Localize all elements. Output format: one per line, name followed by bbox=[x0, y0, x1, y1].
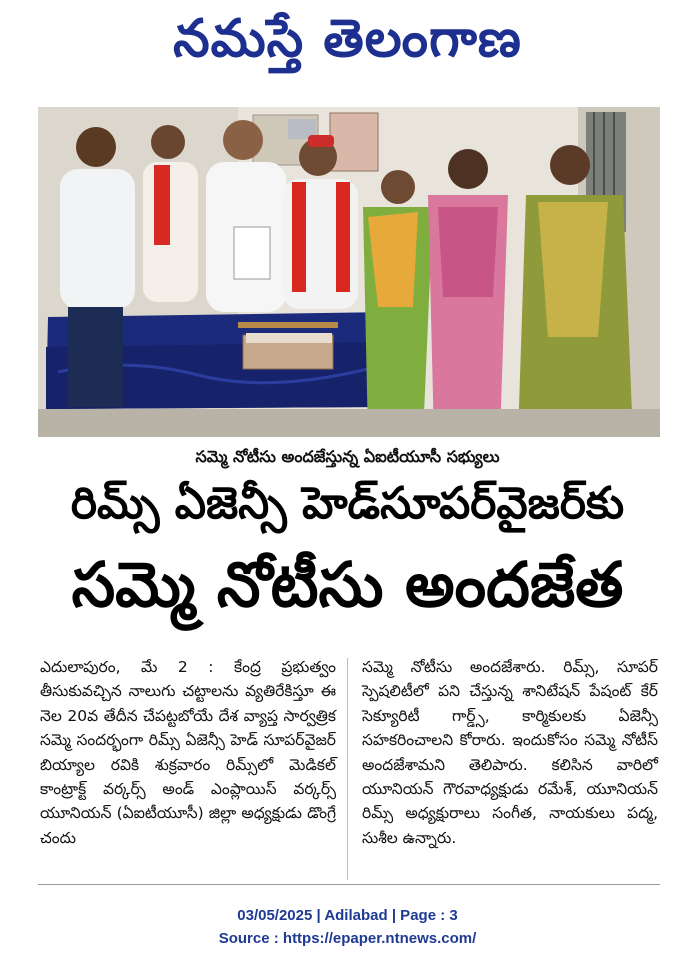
headline-line-1: రిమ్స్ ఏజెన్సీ హెడ్‌సూపర్‌వైజర్‌కు bbox=[70, 478, 625, 529]
footer-divider bbox=[38, 884, 660, 885]
group-photo-illustration bbox=[38, 107, 660, 437]
newspaper-masthead: నమస్తే తెలంగాణ bbox=[173, 8, 522, 69]
edition-info: 03/05/2025 | Adilabad | Page : 3 bbox=[237, 907, 458, 924]
news-photo bbox=[38, 107, 660, 437]
source-link[interactable]: Source : https://epaper.ntnews.com/ bbox=[218, 930, 477, 947]
headline-line-2: సమ్మె నోటీసు అందజేత bbox=[71, 548, 624, 621]
article-body-column-2: సమ్మె నోటీసు అందజేశారు. రిమ్స్, సూపర్ స్పెషలిటీలో పని చేస్తున్న శానిటేషన్ పేషంట్ కేర్ సెక్యూరిటీ గార్డ్స్, కార్మికులకు ఏజెన్సీ సహకరించాలని కోరారు. ఇందుకోసం సమ్మె నోటీస్ అందజేశామని తెలిపారు. కలిసిన వారిలో యూనియన్ గౌరవాధ్యక్షుడు రమేశ్, యూనియన్ రిమ్స్ అధ్యక్షురాలు సంగీత, నాయకులు పద్మ, సుశీల ఉన్నారు. bbox=[362, 658, 658, 847]
article-body-column-1: ఎదులాపురం, మే 2 : కేంద్ర ప్రభుత్వం తీసుకువచ్చిన నాలుగు చట్టాలను వ్యతిరేకిస్తూ ఈ నెల 20వ తేదీన చేపట్టబోయే దేశ వ్యాప్త సార్వత్రిక సమ్మె సందర్భంగా రిమ్స్ ఏజెన్సీ హెడ్ సూపర్‌వైజర్ బియ్యాల రవికి శుక్రవారం రిమ్స్‌లో మెడికల్ కాంట్రాక్ట్ వర్కర్స్ అండ్ ఎంప్లాయిస్ వర్కర్స్ యూనియన్ (ఏఐటీయూసీ) జిల్లా అధ్యక్షుడు డొంగ్రే చందు bbox=[40, 658, 336, 847]
photo-caption: సమ్మె నోటీసు అందజేస్తున్న ఏఐటీయూసీ సభ్యులు bbox=[195, 447, 500, 466]
column-divider bbox=[347, 658, 348, 880]
